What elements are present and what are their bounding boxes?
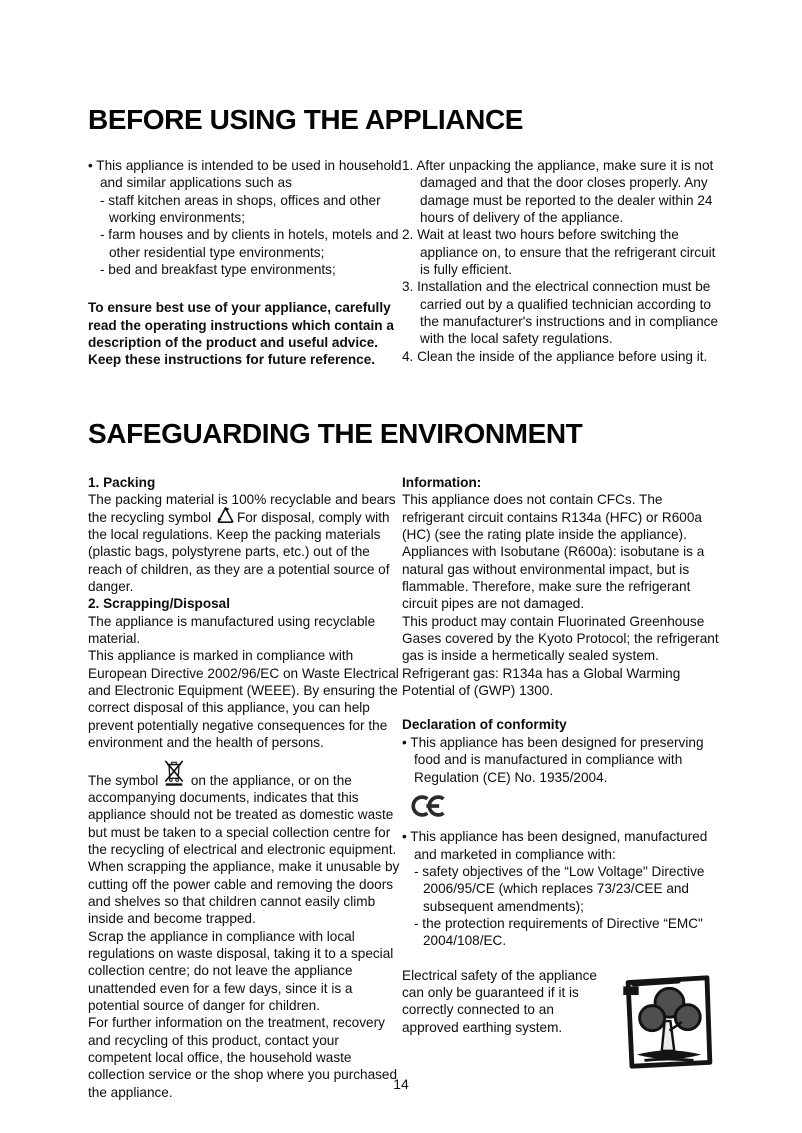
- conformity-bullet-2: • This appliance has been designed, manufactured and marketed in compliance with:: [402, 829, 708, 862]
- section2-right-column: [402, 474, 720, 1101]
- numbered-item: 3. Installation and the electrical connection must be carried out by a qualified technician according to the manufacturer's instructions and in compliance with the local safety regulations.: [402, 279, 719, 347]
- weee-symbol-paragraph: [88, 772, 402, 928]
- section1-left-column: [88, 157, 402, 369]
- earthing-tree-image: [620, 971, 717, 1076]
- conformity-sub-item: - the protection requirements of Directive “EMC" 2004/108/EC.: [414, 915, 703, 949]
- heading-packing: 1. Packing: [88, 475, 156, 490]
- weee-text-before-symbol: The symbol: [88, 772, 159, 788]
- conformity-sub-item: - safety objectives of the “Low Voltage" Directive 2006/95/CE (which replaces 73/23/CEE and subsequent amendments);: [414, 863, 705, 914]
- sub-item: - bed and breakfast type environments;: [100, 262, 336, 278]
- scrap-local-regulations-paragraph: Scrap the appliance in compliance with local regulations on waste disposal, taking it to a special collection centre; do not leave the appliance unattended even for a few days, since it is a potential source of danger for children.: [88, 928, 394, 1013]
- numbered-item: 4. Clean the inside of the appliance before using it.: [402, 348, 708, 364]
- important-note-keep: Keep these instructions for future reference.: [88, 352, 376, 368]
- important-note: To ensure best use of your appliance, carefully read the operating instructions which contain a description of the product and useful advice.: [88, 300, 394, 351]
- weee-text-after-symbol: on the appliance, or on the accompanying documents, indicates that this appliance should not be treated as domestic waste but must be taken to a special collection centre for the recycling of electrical and electronic equipment. When scrapping the appliance, make it unusable by cutting off the power cable and removing the doors and shelves so that children cannot easily climb inside and become trapped.: [88, 772, 400, 927]
- further-information-paragraph: For further information on the treatment, recovery and recycling of this product, contact your competent local office, the household waste collection service or the shop where you purchased the appliance.: [88, 1015, 398, 1100]
- section1-columns: [88, 157, 720, 369]
- weee-bin-icon: [162, 772, 187, 785]
- heading-information: Information:: [402, 475, 482, 490]
- sub-item: - farm houses and by clients in hotels, motels and other residential type environments;: [100, 227, 399, 260]
- information-paragraph-3: This product may contain Fluorinated Greenhouse Gases covered by the Kyoto Protocol; the refrigerant gas is inside a hermetically sealed system.: [402, 613, 719, 664]
- numbered-item: 2. Wait at least two hours before switching the appliance on, to ensure that the refrigerant circuit is fully efficient.: [402, 227, 716, 278]
- packing-text-after-symbol: For disposal, comply with the local regulations. Keep the packing materials (plastic bags, polystyrene parts, etc.) out of the reach of children, as they are a potential source of danger.: [88, 509, 390, 595]
- information-paragraph-1: This appliance does not contain CFCs. The refrigerant circuit contains R134a (HFC) or R600a (HC) (see the rating plate inside the appliance).: [402, 492, 702, 543]
- page-number: 14: [393, 1076, 409, 1092]
- section2-left-column: [88, 474, 402, 1101]
- electrical-safety-text: Electrical safety of the appliance can only be guaranteed if it is correctly connected to an approved earthing system.: [402, 967, 597, 1035]
- information-paragraph-4: Refrigerant gas: R134a has a Global Warming Potential of (GWP) 1300.: [402, 665, 681, 699]
- section-before-using: [88, 104, 720, 369]
- scrapping-paragraph-2: This appliance is marked in compliance with European Directive 2002/96/EC on Waste Electrical and Electronic Equipment (WEEE). By ensuring the correct disposal of this appliance, you can help prevent potentially negative consequences for the environment and the health of persons.: [88, 648, 399, 751]
- heading-scrapping-disposal: 2. Scrapping/Disposal: [88, 596, 231, 612]
- section-title-safeguarding: SAFEGUARDING THE ENVIRONMENT: [88, 418, 583, 449]
- packing-text-before-symbol: The packing material is 100% recyclable and bears the recycling symbol: [88, 492, 396, 525]
- packing-paragraph: [88, 491, 402, 595]
- conformity-bullet-1: • This appliance has been designed for preserving food and is manufactured in compliance with Regulation (CE) No. 1935/2004.: [402, 734, 704, 785]
- section-title-before-using: BEFORE USING THE APPLIANCE: [88, 104, 524, 135]
- information-paragraph-2: Appliances with Isobutane (R600a): isobutane is a natural gas without environmental impact, but is flammable. Therefore, make sure the refrigerant circuit pipes are not damaged.: [402, 544, 705, 612]
- recycle-icon: [215, 509, 237, 522]
- electrical-safety-block: [402, 967, 720, 1076]
- bullet-item: • This appliance is intended to be used in household and similar applications such as: [88, 158, 402, 191]
- sub-item: - staff kitchen areas in shops, offices and other working environments;: [100, 192, 381, 226]
- section2-columns: [88, 474, 720, 1101]
- scrapping-paragraph-1: The appliance is manufactured using recyclable material.: [88, 613, 376, 647]
- heading-declaration-of-conformity: Declaration of conformity: [402, 717, 567, 733]
- section-safeguarding-environment: [88, 418, 720, 1101]
- numbered-item: 1. After unpacking the appliance, make sure it is not damaged and that the door closes properly. Any damage must be reported to the dealer within 24 hours of delivery of the appliance.: [402, 158, 714, 226]
- ce-mark-icon: [407, 793, 720, 823]
- section1-right-column: [402, 157, 720, 369]
